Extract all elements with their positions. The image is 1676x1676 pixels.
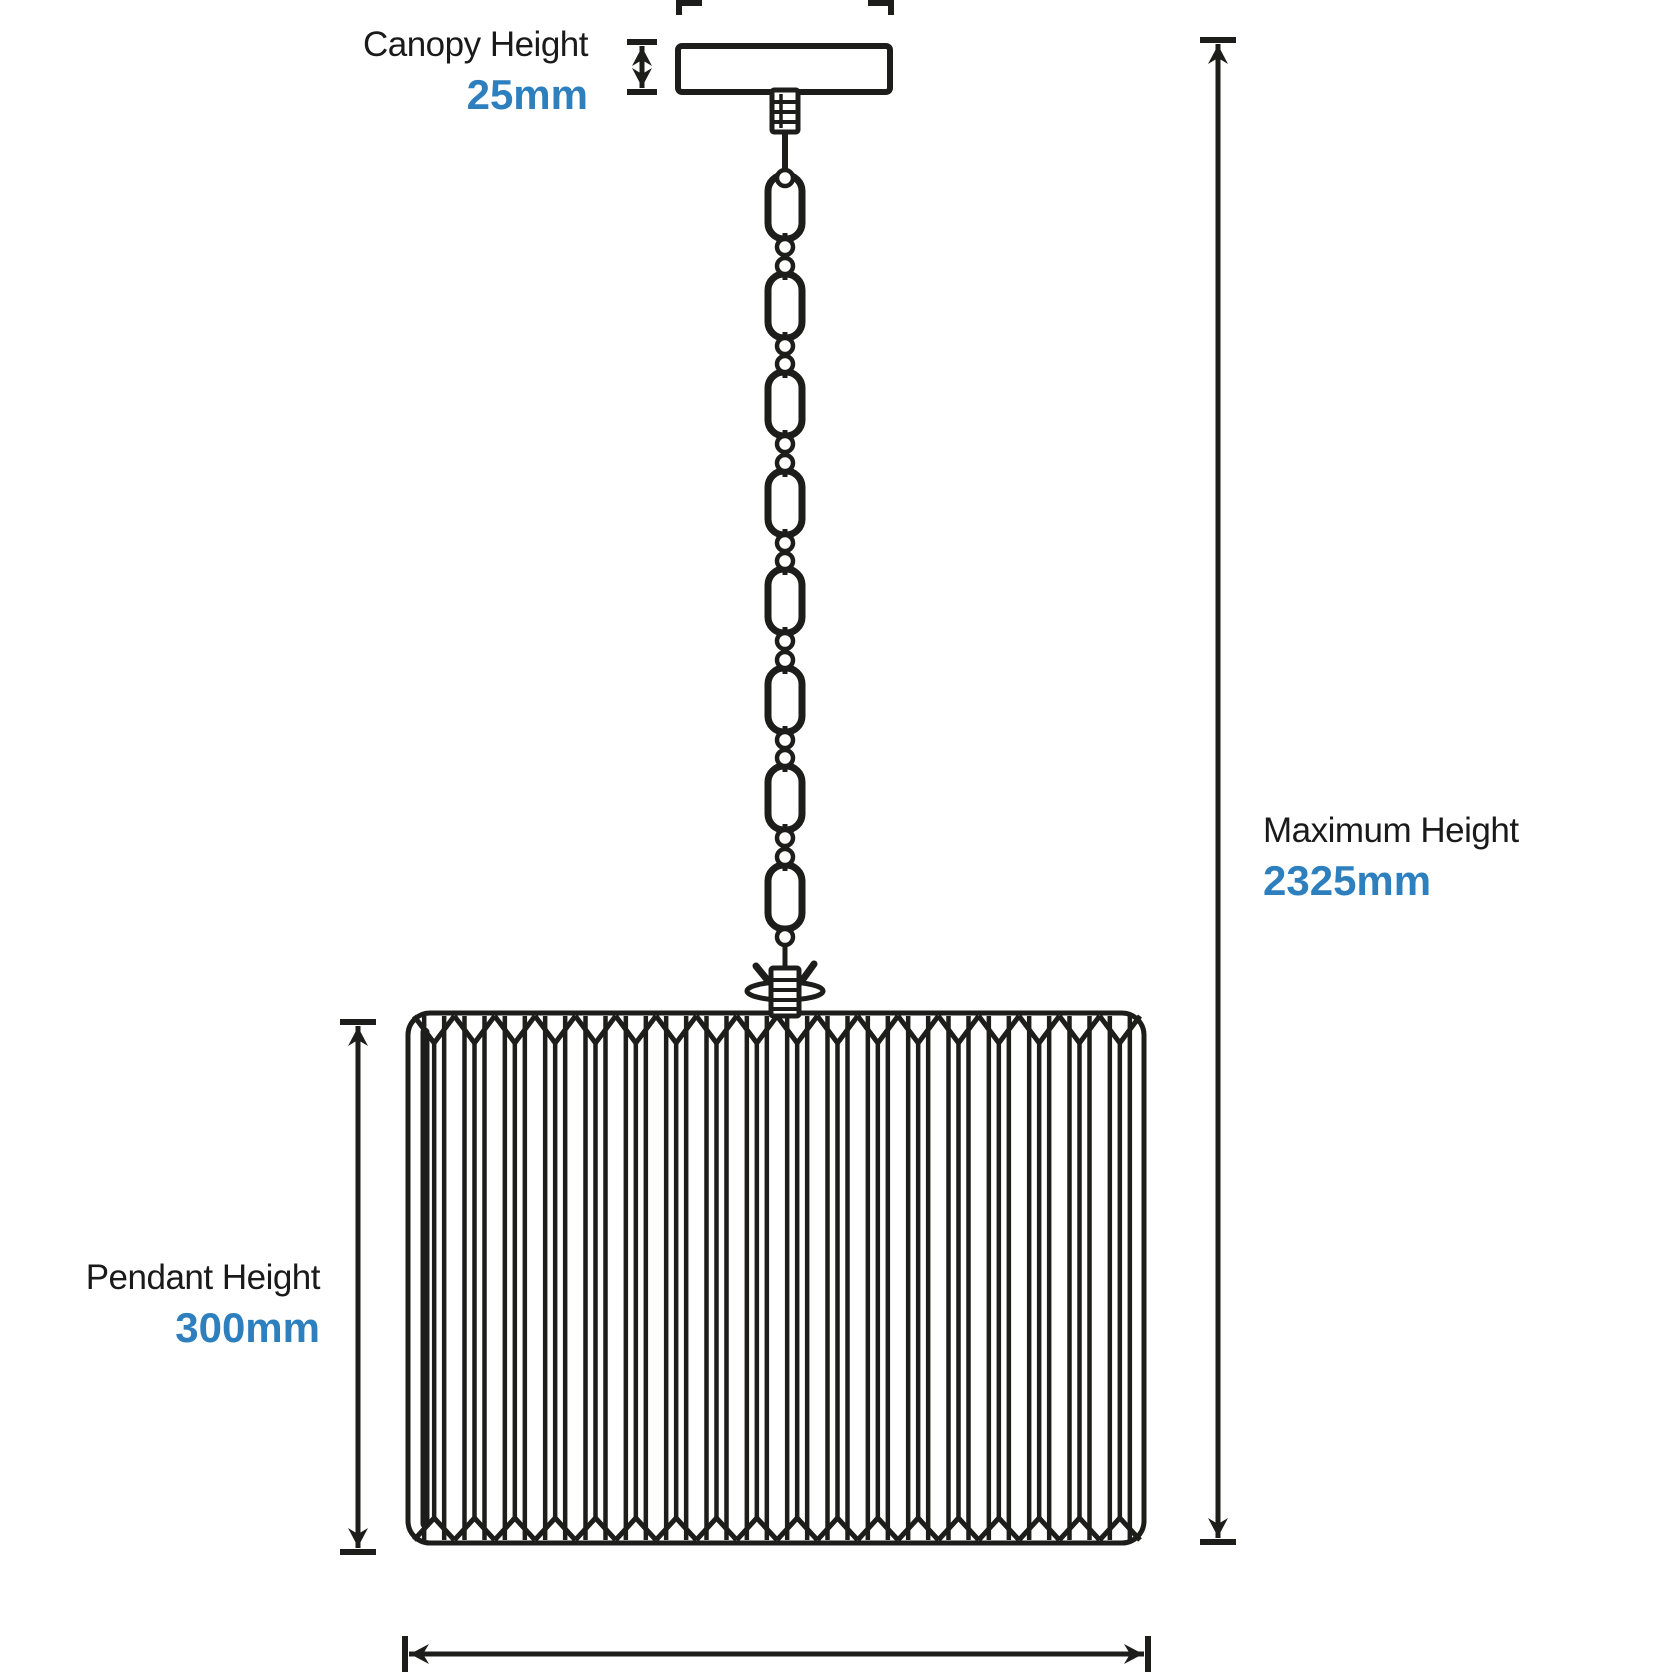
maximum-height-value: 2325mm	[1263, 857, 1432, 904]
maximum-height-label-block	[1263, 810, 1519, 906]
canopy-height-value: 25mm	[466, 71, 588, 118]
canopy	[678, 46, 890, 92]
shade-connector	[747, 964, 823, 1016]
pendant-height-dimension	[340, 1022, 376, 1552]
suspension-chain	[768, 170, 802, 985]
pendant-height-value: 300mm	[175, 1304, 320, 1351]
canopy-height-label-block	[363, 24, 588, 120]
maximum-height-label: Maximum Height	[1263, 811, 1519, 850]
pendant-height-label-block	[86, 1257, 320, 1353]
canopy-width-dimension	[679, 0, 891, 15]
maximum-height-dimension	[1200, 40, 1236, 1542]
canopy-height-label: Canopy Height	[362, 25, 588, 64]
canopy-height-indicator	[627, 42, 657, 92]
pendant-shade	[408, 1013, 1144, 1543]
shade-width-dimension	[405, 1636, 1148, 1672]
pendant-height-label: Pendant Height	[85, 1258, 320, 1297]
ceiling-connector	[772, 90, 798, 176]
